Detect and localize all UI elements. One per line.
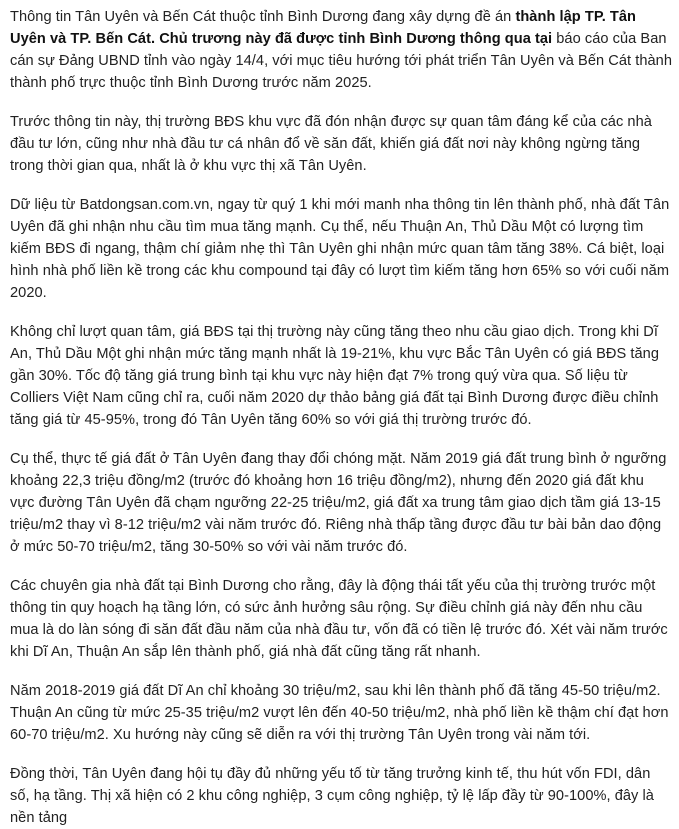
paragraph-7: Năm 2018-2019 giá đất Dĩ An chỉ khoảng 30 triệu/m2, sau khi lên thành phố đã tăng 45-50 triệu/m2. Thuận An cũng từ mức 25-35 triệu/m2 vượt lên đến 40-50 triệu/m2, nhà phố liền kề thậm chí đạt hơn 60-70 triệu/m2. Xu hướng này cũng sẽ diễn ra với thị trường Tân Uyên trong vài năm tới. xyxy=(10,683,669,743)
paragraph-1-tail: báo cáo của Ban cán sự Đảng UBND tỉnh vào ngày 14/4, với mục tiêu hướng tới phát triển Tân Uyên và Bến Cát thành thành phố trực thuộc tỉnh Bình Dương trước năm 2025. xyxy=(10,31,673,91)
paragraph-4: Không chỉ lượt quan tâm, giá BĐS tại thị trường này cũng tăng theo nhu cầu giao dịch. Trong khi Dĩ An, Thủ Dầu Một ghi nhận mức tăng mạnh nhất là 19-21%, khu vực Bắc Tân Uyên có giá BĐS tăng gần 30%. Tốc độ tăng giá trung bình tại khu vực này hiện đạt 7% trong quý vừa qua. Số liệu từ Colliers Việt Nam cũng chỉ ra, cuối năm 2020 dự thảo bảng giá đất tại Bình Dương được điều chỉnh tăng giá từ 45-95%, trong đó Tân Uyên tăng 60% so với giá thị trường trước đó. xyxy=(10,324,660,428)
paragraph-1-highlight: thành lập TP. Tân Uyên và TP. Bến Cát. Chủ trương này đã được tỉnh Bình Dương thông qua tại xyxy=(10,9,637,47)
paragraph-1 xyxy=(10,6,672,94)
paragraph-8: Đồng thời, Tân Uyên đang hội tụ đầy đủ những yếu tố từ tăng trưởng kinh tế, thu hút vốn FDI, dân số, hạ tầng. Thị xã hiện có 2 khu công nghiệp, 3 cụm công nghiệp, tỷ lệ lấp đầy từ 90-100%, đây là nền tảng xyxy=(10,766,654,826)
paragraph-1-lead: Thông tin Tân Uyên và Bến Cát thuộc tỉnh Bình Dương đang xây dựng đề án xyxy=(10,9,516,25)
paragraph-3: Dữ liệu từ Batdongsan.com.vn, ngay từ quý 1 khi mới manh nha thông tin lên thành phố, nhà đất Tân Uyên đã ghi nhận nhu cầu tìm mua tăng mạnh. Cụ thể, nếu Thuận An, Thủ Dầu Một có lượng tìm kiếm BĐS đi ngang, thậm chí giảm nhẹ thì Tân Uyên ghi nhận mức quan tâm tăng 38%. Cá biệt, loại hình nhà phố liền kề trong các khu compound tại đây có lượt tìm kiếm tăng hơn 65% so với cuối năm 2020. xyxy=(10,197,670,301)
paragraph-6: Các chuyên gia nhà đất tại Bình Dương cho rằng, đây là động thái tất yếu của thị trường trước một thông tin quy hoạch hạ tầng lớn, có sức ảnh hưởng sâu rộng. Sự điều chỉnh giá này đến nhu cầu mua là do làn sóng đi săn đất đầu năm của nhà đầu tư, vốn đã có tiền lệ trước đó. Xét vài năm trước khi Dĩ An, Thuận An sắp lên thành phố, giá nhà đất cũng tăng rất nhanh. xyxy=(10,578,668,660)
article-body xyxy=(10,6,672,829)
paragraph-2: Trước thông tin này, thị trường BĐS khu vực đã đón nhận được sự quan tâm đáng kể của các nhà đầu tư lớn, cũng như nhà đầu tư cá nhân đổ về săn đất, khiến giá đất nơi này không ngừng tăng trong thời gian qua, nhất là ở khu vực thị xã Tân Uyên. xyxy=(10,114,652,174)
paragraph-5: Cụ thể, thực tế giá đất ở Tân Uyên đang thay đổi chóng mặt. Năm 2019 giá đất trung bình ở ngưỡng khoảng 22,3 triệu đồng/m2 (trước đó khoảng hơn 16 triệu đồng/m2), nhưng đến 2020 giá đất khu vực đường Tân Uyên đã chạm ngưỡng 22-25 triệu/m2, giá đất xa trung tâm giao dịch tầm giá 13-15 triệu/m2 thay vì 8-12 triệu/m2 vài năm trước đó. Riêng nhà thấp tầng được đầu tư bài bản dao động ở mức 50-70 triệu/m2, tăng 30-50% so với vài năm trước đó. xyxy=(10,451,667,555)
